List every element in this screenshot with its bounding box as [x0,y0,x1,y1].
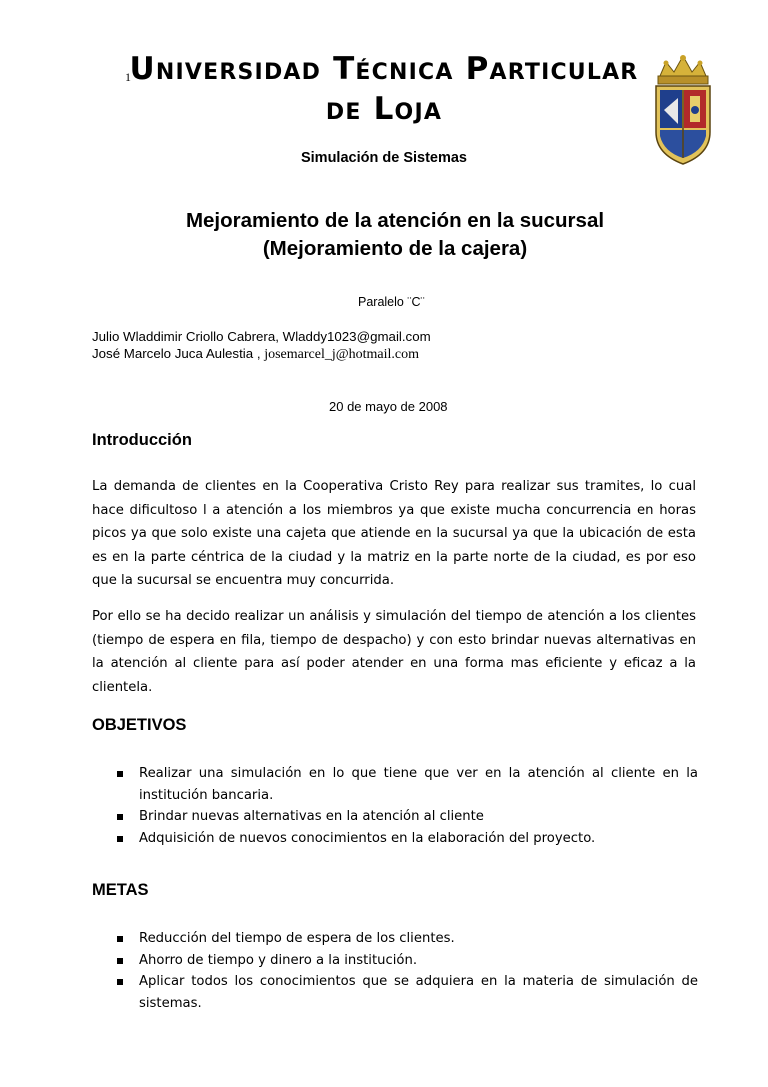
bullet-icon [117,936,123,942]
author-1 [92,329,431,344]
list-item: Adquisición de nuevos conocimientos en la elaboración del proyecto. [92,828,698,850]
list-item: Realizar una simulación en lo que tiene que ver en la atención al cliente en la institución bancaria. [92,763,698,806]
author-2-email[interactable]: josemarcel_j@hotmail.com [264,347,420,362]
introduccion-paragraph-2: Por ello se ha decido realizar un análisis y simulación del tiempo de atención a los clientes (tiempo de espera en fila, tiempo de despacho) y con esto brindar nuevas alternativas en la atención al cliente para así poder atender en una forma mas eficiente y eficaz a la clientela. [92,609,696,695]
list-item: Ahorro de tiempo y dinero a la institución. [92,950,698,972]
bullet-icon [117,958,123,964]
university-name-line1: Universidad Técnica Particular [129,51,639,87]
university-name-line2: de Loja [325,91,443,127]
introduccion-heading: Introducción [92,431,192,449]
bullet-icon [117,836,123,842]
list-item: Reducción del tiempo de espera de los clientes. [92,928,698,950]
document-date: 20 de mayo de 2008 [329,399,448,414]
objetivos-heading: OBJETIVOS [92,716,187,734]
metas-list [92,928,698,1014]
list-item: Brindar nuevas alternativas en la atención al cliente [92,806,698,828]
metas-heading: METAS [92,881,149,899]
author-2 [92,346,419,363]
author-2-name: José Marcelo Juca Aulestia , [92,346,261,361]
document-title-line2: (Mejoramiento de la cajera) [262,237,528,260]
objetivos-list [92,763,698,849]
subject-title: Simulación de Sistemas [300,150,467,166]
bullet-icon [117,814,123,820]
list-item: Aplicar todos los conocimientos que se adquiera en la materia de simulación de sistemas. [92,971,698,1014]
bullet-icon [117,979,123,985]
document-title-line1: Mejoramiento de la atención en la sucursal [185,209,605,232]
page-number: 1 [125,70,131,84]
author-1-email[interactable]: Wladdy1023@gmail.com [282,329,431,344]
introduccion-paragraph-1: La demanda de clientes en la Cooperativa Cristo Rey para realizar sus tramites, lo cual hace dificultoso l a atención a los miembros ya que existe mucha concurrencia en horas picos ya que solo existe una cajeta que atiende en la sucursal ya que la ubicación de esta es en la parte céntrica de la ciudad y la matriz en la parte norte de la ciudad, es por eso que la sucursal se encuentra muy concurrida. [92,479,696,589]
bullet-icon [117,771,123,777]
author-1-name: Julio Wladdimir Criollo Cabrera, [92,329,279,344]
paralelo-label: Paralelo ¨C¨ [358,295,425,309]
